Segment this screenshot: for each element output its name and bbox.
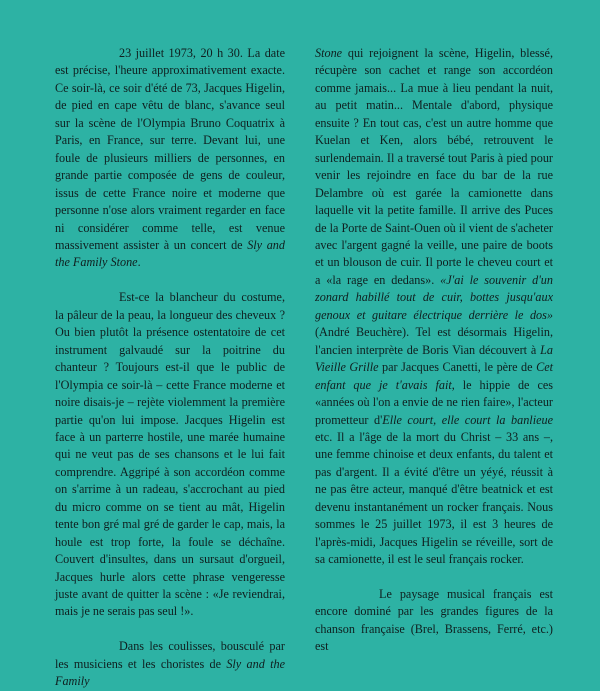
- work-title: Elle court, elle court la banlieue: [382, 412, 553, 427]
- band-name: Sly and the Family Stone: [55, 237, 285, 270]
- right-column: [315, 45, 553, 656]
- paragraph: [55, 45, 285, 272]
- paragraph: [315, 45, 553, 569]
- paragraph-text: qui rejoignent la scène, Higelin, blessé, récupère son cachet et range son accordéon comme jamais... La mue à lieu pendant la nuit, au petit matin... Mentale d'abord, physique ensuite ? En tout cas, c'est un autre homme que Kuelan et Ken, alors bébé, retrouvent le surlendemain. Il a traversé tout Paris à pied pour venir les rejoindre en face du bar de la rue Delambre où est garée la camionette dans laquelle vit la petite famille. Il arrive des Puces de la Porte de Saint-Ouen où il vient de s'acheter avec l'argent gagné la veille, une paire de boots et un blouson de cuir. Il porte le cheveu court et a «la rage en dedans».: [315, 46, 553, 287]
- paragraph-text: par Jacques Canetti, le père de: [378, 360, 537, 375]
- paragraph-text: .: [137, 255, 141, 270]
- left-column: [55, 45, 285, 691]
- paragraph-text: , le hippie de ces «années où l'on a envie de ne rien faire», l'acteur prometteur d': [315, 377, 554, 427]
- paragraph: [55, 289, 285, 621]
- paragraph-text: Est-ce la blancheur du costume, la pâleur de la peau, la longueur des cheveux ? Ou bien plutôt la présence ostentatoire de cet instrument galvaudé sur la poitrine du chanteur ? Toujours est-il que le public de l'Olympia ce soir-là – cette France moderne et noire disais-je – rejète violemment la première partie qu'on lui impose. Jacques Higelin est face à un parterre hostile, une marée humaine qui ne veut pas de ses chansons et le lui fait comprendre. Aggripé à son accordéon comme on s'arrime à un radeau, s'accrochant au pied du micro comme on se tient au mât, Higelin tente bon gré mal gré de garder le cap, mais, la houle est trop forte, la foule se déchaîne. Couvert d'insultes, dans un sursaut d'orgueil, Jacques hurle alors cette phrase vengeresse juste avant de quitter la scène : «Je reviendrai, mais je ne serais pas seul !».: [55, 290, 285, 619]
- paragraph: [315, 586, 553, 656]
- work-title: Cet enfant que je t'avais fait: [315, 360, 554, 392]
- paragraph-text: etc. Il a l'âge de la mort du Christ – 33 ans –, une femme chinoise et deux enfants, du talent et pas d'argent. Il a évité d'être un yéyé, réussit à ne pas être acteur, manqué d'être beatnick et est devenu instantanément un rocker français. Nous sommes le 25 juillet 1973, il est 3 heures de l'après-midi, Jacques Higelin se réveille, sort de sa camionette, il est le seul français rocker.: [315, 429, 553, 567]
- paragraph-text: (André Beuchère). Tel est désormais Higelin, l'ancien interprète de Boris Vian découvert à: [315, 325, 553, 357]
- band-name: Sly and the Family: [55, 656, 285, 689]
- band-name: Stone: [315, 46, 343, 60]
- paragraph-text: 23 juillet 1973, 20 h 30. La date est précise, l'heure approximativement exacte. Ce soir-là, ce soir d'été de 73, Jacques Higelin, de pied en cape vêtu de blanc, s'avance seul sur la scène de l'Olympia Bruno Coquatrix à Paris, en France, sur terre. Devant lui, une foule de plusieurs milliers de personnes, en grande partie composée de gens de couleur, issus de cette France noire et moderne que personne n'ose alors vraiment regarder en face ni considérer comme telle, est venue massivement assister à un concert de: [55, 46, 285, 252]
- paragraph-text: Dans les coulisses, bousculé par les musiciens et les choristes de: [55, 639, 285, 671]
- paragraph-text: Le paysage musical français est encore dominé par les grandes figures de la chanson française (Brel, Brassens, Ferré, etc.) est: [315, 587, 553, 654]
- paragraph: [55, 638, 285, 690]
- work-title: La Vieille Grille: [315, 342, 553, 375]
- quote: «J'ai le souvenir d'un zonard habillé tout de cuir, bottes jusqu'aux genoux et guitare électrique derrière le dos»: [315, 272, 553, 322]
